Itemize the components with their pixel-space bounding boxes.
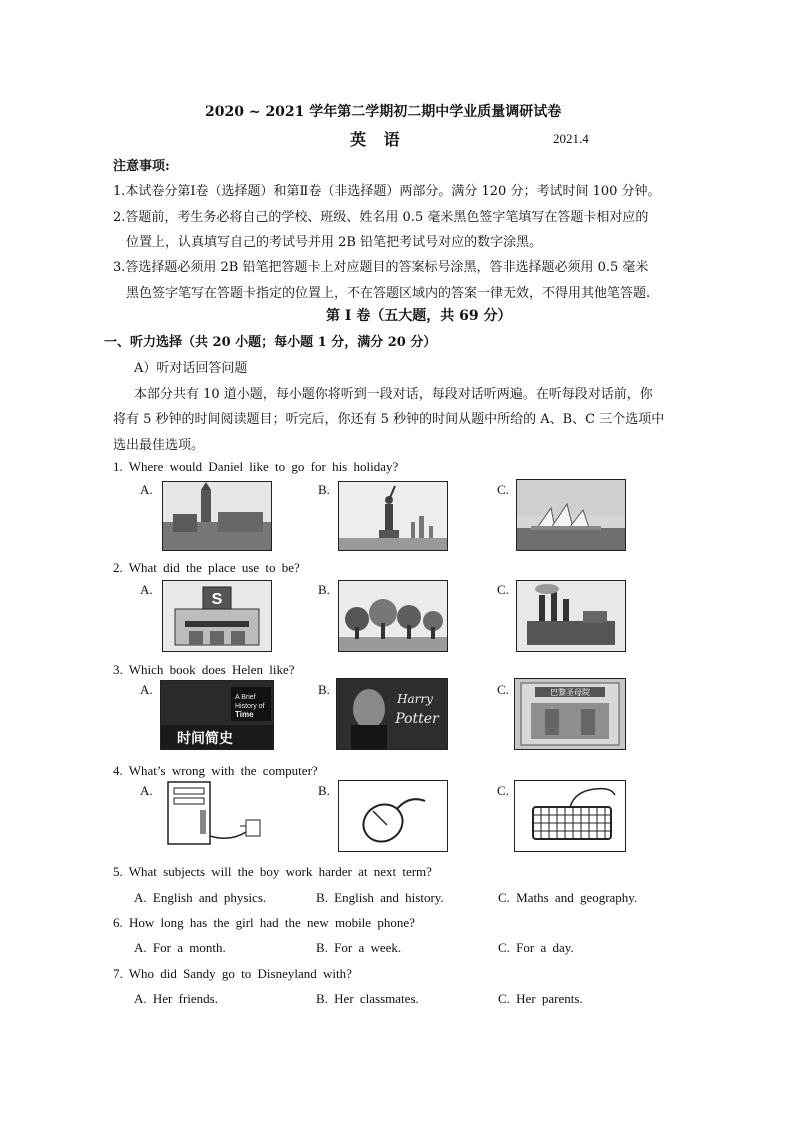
- instructions-line-3: 选出最佳选项。: [113, 438, 205, 453]
- notice-item-2-line-2: 位置上，认真填写自己的考试号并用 2B 铅笔把考试号对应的数字涂黑。: [126, 235, 543, 250]
- statue-of-liberty-image: [338, 481, 448, 551]
- notice-item-3-line-2: 黑色签字笔写在答题卡指定的位置上，不在答题区域内的答案一律无效，不得用其他笔答题.: [126, 286, 651, 301]
- question-6: 6. How long has the girl had the new mobile phone?: [113, 915, 415, 930]
- svg-text:Harry: Harry: [397, 692, 433, 706]
- harry-potter-book-image: [336, 678, 448, 750]
- london-big-ben-image: [162, 481, 272, 551]
- computer-power-plug-image: [160, 780, 272, 848]
- exam-title: 2020 ~ 2021 学年第二学期初二期中学业质量调研试卷: [205, 104, 562, 120]
- notice-item-2-line-1: 2.答题前，考生务必将自己的学校、班级、姓名用 0.5 毫米黑色签字笔填写在答题卡相对应的: [113, 210, 649, 225]
- svg-text:Time: Time: [235, 710, 254, 719]
- q2-option-b-label: B.: [318, 582, 330, 597]
- instructions-line-1: 本部分共有 10 道小题，每小题你将听到一段对话，每段对话听两遍。在听每段对话前，你: [134, 387, 653, 402]
- q6-option-b: B. For a week.: [316, 940, 402, 955]
- q2-option-a-label: A.: [140, 582, 153, 597]
- question-4: 4. What’s wrong with the computer?: [113, 763, 318, 778]
- sydney-opera-house-image: [516, 479, 626, 551]
- q3-option-b-label: B.: [318, 682, 330, 697]
- q1-option-c-label: C.: [497, 482, 509, 497]
- svg-text:时间简史: 时间简史: [177, 731, 233, 747]
- question-2: 2. What did the place use to be?: [113, 560, 300, 575]
- svg-text:A Brief: A Brief: [235, 694, 256, 701]
- svg-text:巴黎圣母院: 巴黎圣母院: [550, 688, 590, 697]
- q1-option-b-label: B.: [318, 482, 330, 497]
- q6-option-c: C. For a day.: [498, 940, 574, 955]
- q4-option-c-label: C.: [497, 783, 509, 798]
- exam-date: 2021.4: [553, 131, 589, 146]
- q7-option-c: C. Her parents.: [498, 991, 583, 1006]
- q3-option-c-label: C.: [497, 682, 509, 697]
- section-1-heading: 一、听力选择（共 20 小题；每小题 1 分，满分 20 分）: [104, 335, 437, 350]
- park-trees-image: [338, 580, 448, 652]
- q6-option-a: A. For a month.: [134, 940, 226, 955]
- svg-text:History of: History of: [235, 703, 265, 710]
- subject-name: 英 语: [350, 130, 406, 149]
- notice-item-3-line-1: 3.答选择题必须用 2B 铅笔把答题卡上对应题目的答案标号涂黑，答非选择题必须用 0.5 毫米: [113, 260, 649, 275]
- question-7: 7. Who did Sandy go to Disneyland with?: [113, 966, 352, 981]
- notre-dame-book-image: [514, 678, 626, 750]
- q5-option-a: A. English and physics.: [134, 890, 267, 905]
- supermarket-image: [162, 580, 272, 652]
- part-1-heading: 第 I 卷（五大题，共 69 分）: [326, 308, 512, 324]
- q7-option-b: B. Her classmates.: [316, 991, 419, 1006]
- q5-option-b: B. English and history.: [316, 890, 444, 905]
- q5-option-c: C. Maths and geography.: [498, 890, 638, 905]
- factory-chimneys-image: [516, 580, 626, 652]
- sub-section-a-heading: A）听对话回答问题: [134, 361, 248, 376]
- keyboard-image: [514, 780, 626, 852]
- instructions-line-2: 将有 5 秒钟的时间阅读题目；听完后，你还有 5 秒钟的时间从题中所给的 A、B、C 三个选项中: [113, 412, 665, 427]
- q7-option-a: A. Her friends.: [134, 991, 218, 1006]
- mouse-image: [338, 780, 448, 852]
- q3-option-a-label: A.: [140, 682, 153, 697]
- svg-text:S: S: [211, 591, 223, 608]
- q2-option-c-label: C.: [497, 582, 509, 597]
- svg-text:Potter: Potter: [395, 711, 439, 727]
- question-3: 3. Which book does Helen like?: [113, 662, 295, 677]
- brief-history-book-image: [160, 680, 274, 750]
- notice-heading: 注意事项:: [113, 159, 170, 174]
- question-5: 5. What subjects will the boy work harder at next term?: [113, 864, 432, 879]
- q4-option-b-label: B.: [318, 783, 330, 798]
- notice-item-1: 1.本试卷分第Ⅰ卷（选择题）和第Ⅱ卷（非选择题）两部分。满分 120 分；考试时间 100 分钟。: [113, 184, 661, 199]
- question-1: 1. Where would Daniel like to go for his holiday?: [113, 459, 399, 474]
- q4-option-a-label: A.: [140, 783, 153, 798]
- q1-option-a-label: A.: [140, 482, 153, 497]
